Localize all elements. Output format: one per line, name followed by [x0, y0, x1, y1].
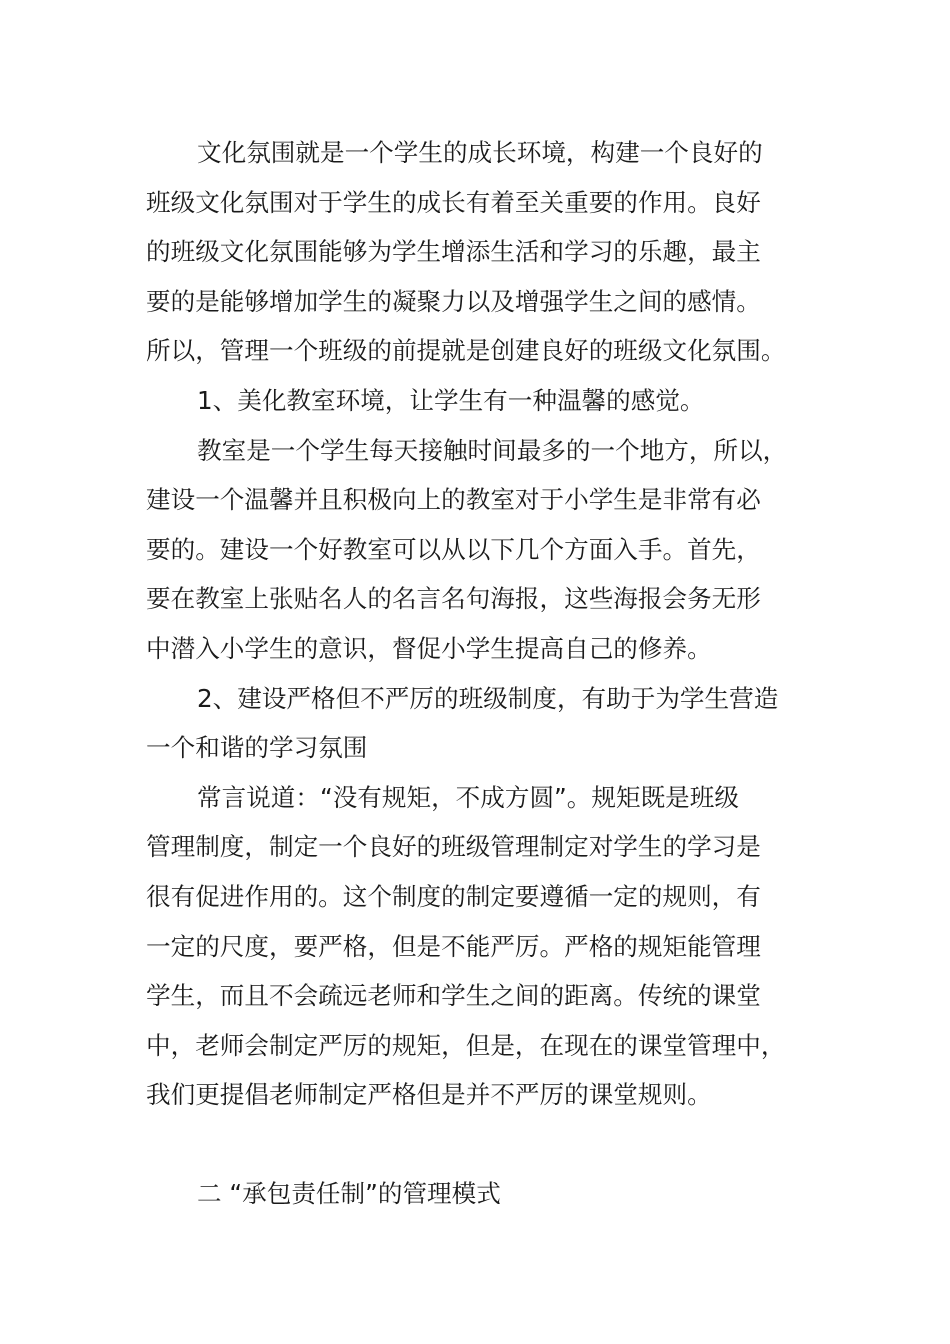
paragraph-line: 中潜入小学生的意识，督促小学生提高自己的修养。: [146, 633, 712, 663]
paragraph-line: 一定的尺度，要严格，但是不能严厉。严格的规矩能管理: [146, 931, 761, 961]
paragraph-line: 中，老师会制定严厉的规矩，但是，在现在的课堂管理中，: [146, 1030, 786, 1060]
document-body: [146, 128, 806, 1219]
paragraph-line: 文化氛围就是一个学生的成长环境，构建一个良好的: [197, 138, 763, 167]
section-heading-contract-system: 二 “承包责任制”的管理模式: [197, 1179, 501, 1209]
paragraph-line: 要的。建设一个好教室可以从以下几个方面入手。首先，: [146, 534, 761, 564]
paragraph-culture-atmosphere: [146, 128, 806, 376]
paragraph-line: 的班级文化氛围能够为学生增添生活和学习的乐趣，最主: [146, 237, 761, 267]
subheading-line: 2、建设严格但不严厉的班级制度，有助于为学生营造: [197, 683, 779, 713]
paragraph-line: 班级文化氛围对于学生的成长有着至关重要的作用。良好: [146, 187, 761, 217]
paragraph-line: 要在教室上张贴名人的名言名句海报，这些海报会务无形: [146, 584, 761, 614]
paragraph-line: 管理制度，制定一个良好的班级管理制定对学生的学习是: [146, 832, 761, 862]
blank-line: [146, 1120, 806, 1170]
paragraph-line: 教室是一个学生每天接触时间最多的一个地方，所以，: [197, 435, 788, 465]
paragraph-line: 常言说道：“没有规矩，不成方圆”。规矩既是班级: [197, 782, 739, 812]
subheading-classroom-environment: 1、美化教室环境，让学生有一种温馨的感觉。: [197, 385, 705, 415]
paragraph-rules: [146, 773, 806, 1120]
subheading-class-rules: [146, 674, 806, 773]
paragraph-line: 我们更提倡老师制定严格但是并不严厉的课堂规则。: [146, 1080, 712, 1110]
paragraph-line: 学生，而且不会疏远老师和学生之间的距离。传统的课堂: [146, 981, 761, 1011]
paragraph-line: 所以，管理一个班级的前提就是创建良好的班级文化氛围。: [146, 336, 786, 366]
paragraph-line: 很有促进作用的。这个制度的制定要遵循一定的规则，有: [146, 881, 761, 911]
paragraph-line: 建设一个温馨并且积极向上的教室对于小学生是非常有必: [146, 485, 761, 515]
paragraph-classroom: [146, 426, 806, 674]
subheading-line: 一个和谐的学习氛围: [146, 733, 368, 763]
paragraph-line: 要的是能够增加学生的凝聚力以及增强学生之间的感情。: [146, 286, 761, 316]
